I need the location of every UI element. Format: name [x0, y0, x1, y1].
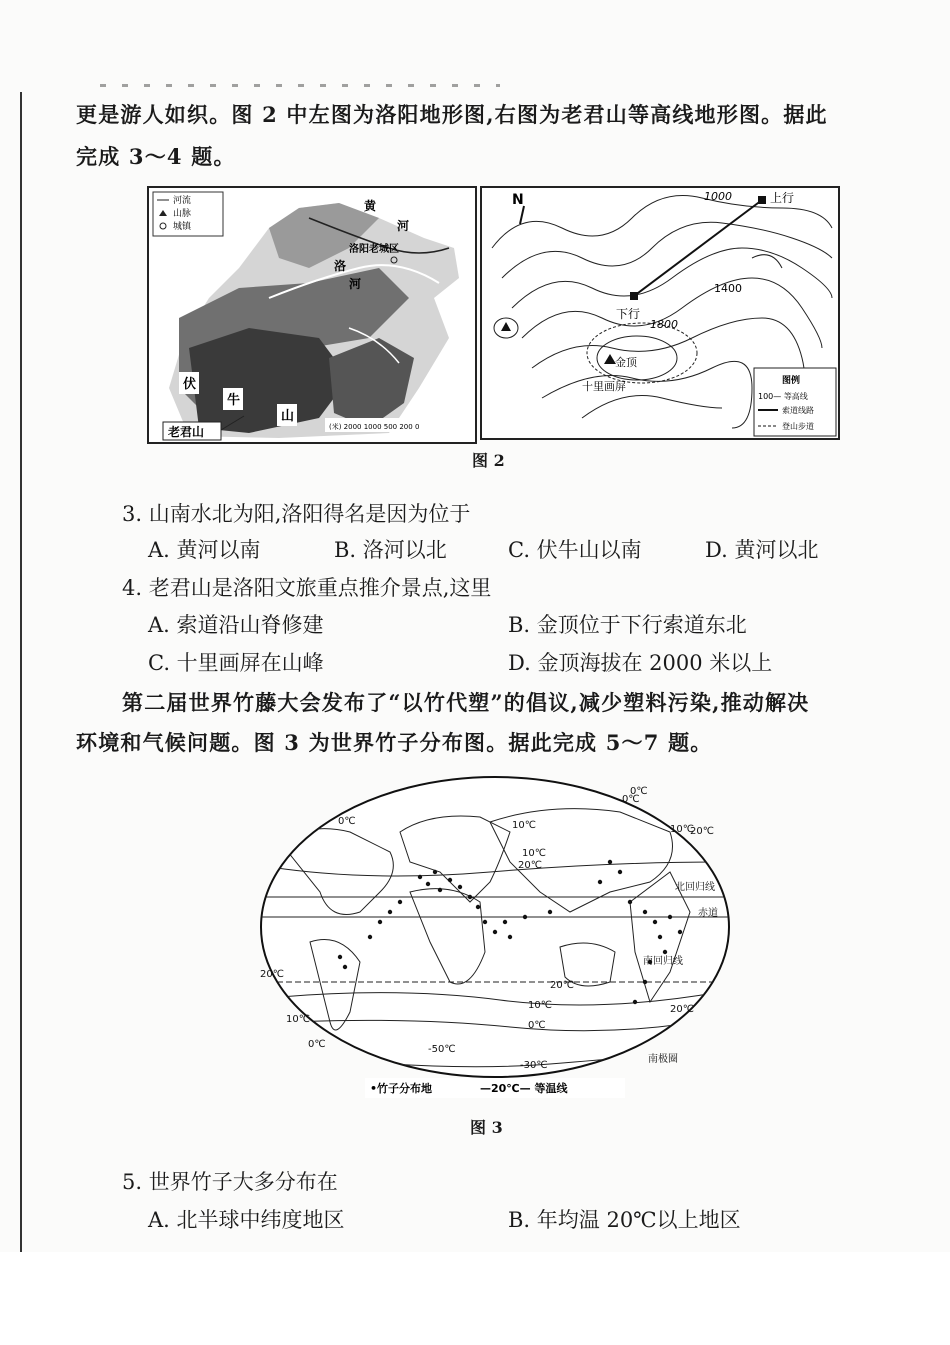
world-bamboo-map — [250, 772, 740, 1102]
q4-option-d: D. 金顶海拔在 2000 米以上 — [508, 651, 773, 675]
elevation-scale: (米) 2000 1000 500 200 0 — [329, 423, 420, 431]
page-edge-line — [20, 92, 22, 1252]
label-fu: 伏 — [183, 377, 197, 392]
iso-20-s: 20℃ — [550, 980, 574, 991]
legend-cable: 索道线路 — [782, 406, 814, 415]
label-equator: 赤道 — [698, 908, 718, 919]
legend-contour: 100— 等高线 — [758, 392, 808, 401]
label-upper-station: 上行 — [770, 191, 795, 205]
label-screen: 十里画屏 — [582, 380, 626, 393]
passage2-line2: 环境和气候问题。图 3 为世界竹子分布图。据此完成 5～7 题。 — [76, 730, 713, 755]
laojunshan-contour-map — [480, 186, 840, 440]
legend-trail: 登山步道 — [782, 422, 814, 431]
q3-option-a: A. 黄河以南 — [148, 538, 261, 562]
label-lower-station: 下行 — [616, 307, 641, 321]
label-luo: 洛 — [334, 259, 347, 273]
iso-0-sw: 0℃ — [308, 1039, 326, 1050]
iso-0-nw: 0℃ — [338, 816, 356, 827]
iso-10-ne: 10℃ — [670, 824, 694, 835]
iso-10-s: 10℃ — [528, 1000, 552, 1011]
iso-20-n: 20℃ — [518, 860, 542, 871]
figure2-caption: 图 2 — [472, 451, 505, 470]
iso-10-n: 10℃ — [512, 820, 536, 831]
label-he1: 河 — [397, 219, 410, 233]
passage1-line2: 完成 3～4 题。 — [76, 144, 236, 169]
iso-0-ne2: 0℃ — [630, 786, 648, 797]
legend-town: 城镇 — [173, 222, 192, 232]
label-huang: 黄 — [364, 199, 377, 213]
label-laojunshan: 老君山 — [168, 425, 205, 439]
iso-10-n2: 10℃ — [522, 848, 546, 859]
q5-option-a: A. 北半球中纬度地区 — [148, 1208, 345, 1232]
label-tropic-s: 南回归线 — [643, 956, 683, 967]
label-city: 洛阳老城区 — [349, 244, 399, 255]
legend-title: 图例 — [782, 376, 801, 386]
q5-option-b: B. 年均温 20℃以上地区 — [508, 1208, 741, 1232]
legend-isotherm: —20℃— 等温线 — [480, 1082, 568, 1095]
contour-1400: 1400 — [714, 282, 742, 295]
iso-20-ne: 20℃ — [690, 826, 714, 837]
label-summit: 金顶 — [615, 356, 637, 369]
q5-stem: 5. 世界竹子大多分布在 — [122, 1170, 338, 1194]
label-shan: 山 — [281, 409, 295, 424]
label-he2: 河 — [349, 277, 362, 291]
luoyang-terrain-map — [147, 186, 477, 444]
contour-1000: 1000 — [704, 190, 732, 203]
passage1-line1: 更是游人如织。图 2 中左图为洛阳地形图,右图为老君山等高线地形图。据此 — [76, 102, 828, 127]
q3-option-d: D. 黄河以北 — [705, 538, 819, 562]
contour-1800: 1800 — [650, 318, 678, 331]
label-niu: 牛 — [227, 393, 241, 408]
q3-option-c: C. 伏牛山以南 — [508, 538, 642, 562]
q4-option-c: C. 十里画屏在山峰 — [148, 651, 324, 675]
legend-river: 河流 — [173, 196, 192, 206]
scan-artifact — [100, 84, 500, 87]
iso-minus50: -50℃ — [428, 1044, 456, 1055]
scan-bottom-margin — [0, 1252, 950, 1345]
passage2-line1: 第二届世界竹藤大会发布了“以竹代塑”的倡议,减少塑料污染,推动解决 — [122, 690, 810, 715]
iso-0-s: 0℃ — [528, 1020, 546, 1031]
iso-20-se: 20℃ — [670, 1004, 694, 1015]
q4-option-a: A. 索道沿山脊修建 — [148, 613, 324, 637]
iso-minus30: -30℃ — [520, 1060, 548, 1071]
label-tropic-n: 北回归线 — [675, 882, 715, 893]
iso-20-sw: 20℃ — [260, 969, 284, 980]
legend-mountain: 山脉 — [173, 209, 192, 219]
iso-0-ne: 0℃ — [622, 794, 640, 805]
figure3-caption: 图 3 — [470, 1118, 503, 1137]
legend-bamboo: •竹子分布地 — [370, 1082, 433, 1095]
q4-option-b: B. 金顶位于下行索道东北 — [508, 613, 747, 637]
q3-stem: 3. 山南水北为阳,洛阳得名是因为位于 — [122, 502, 471, 526]
north-arrow: N — [512, 192, 524, 208]
q3-option-b: B. 洛河以北 — [334, 538, 447, 562]
label-circle-s: 南极圈 — [648, 1054, 678, 1065]
iso-10-sw: 10℃ — [286, 1014, 310, 1025]
q4-stem: 4. 老君山是洛阳文旅重点推介景点,这里 — [122, 576, 492, 600]
